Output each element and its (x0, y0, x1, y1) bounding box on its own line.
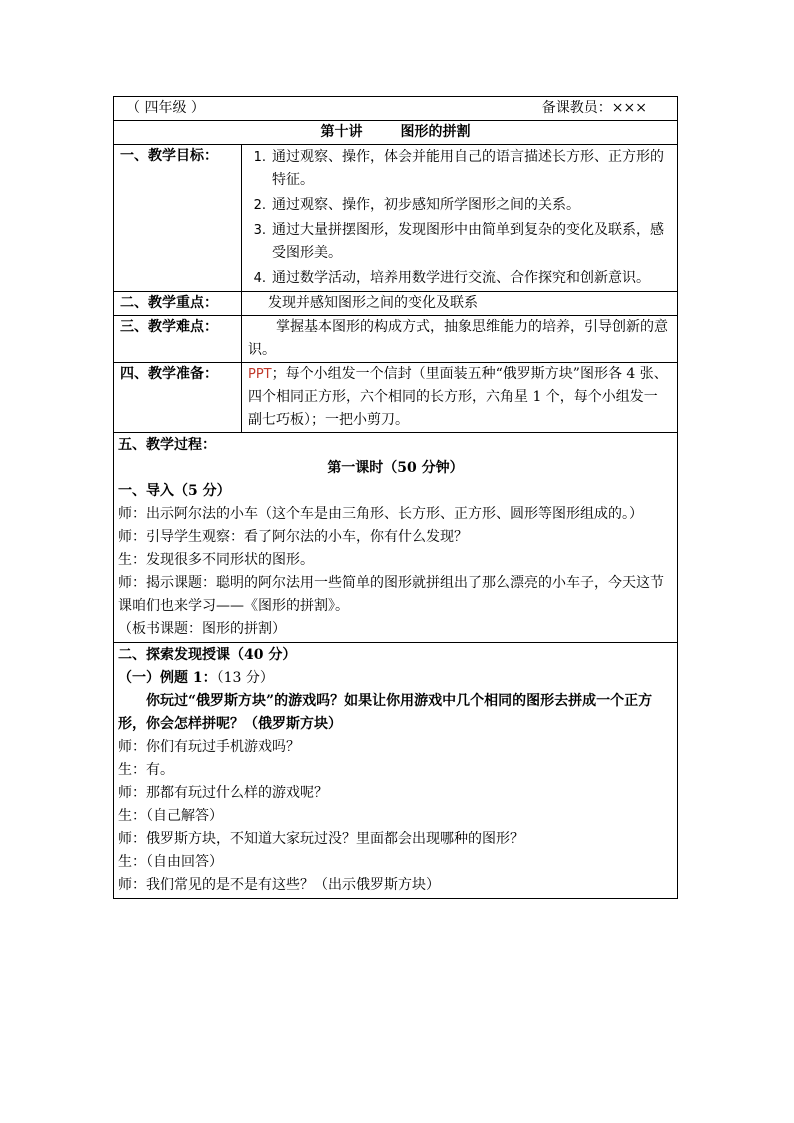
dialog-line: 师：你们有玩过手机游戏吗？ (118, 739, 300, 755)
example-label: （一）例题 1： (118, 670, 217, 686)
header-row (114, 97, 678, 121)
dialog-line: 师：那都有玩过什么样的游戏呢？ (118, 785, 328, 801)
dialog-line: 生：（自由回答） (118, 854, 223, 870)
objectives-label: 一、教学目标： (114, 145, 242, 292)
teacher-label: 备课教员：××× (541, 100, 647, 116)
preparation-row (114, 363, 678, 433)
difficulties-text: 掌握基本图形的构成方式，抽象思维能力的培养，引导创新的意识。 (242, 316, 678, 363)
process-label: 五、教学过程： (118, 437, 216, 453)
explore-row (114, 643, 678, 899)
objective-item: 1. 通过观察、操作，体会并能用自己的语言描述长方形、正方形的特征。 (253, 149, 664, 188)
intro-line: 师：引导学生观察：看了阿尔法的小车，你有什么发现？ (118, 529, 468, 545)
lesson-plan-table (113, 96, 678, 899)
lesson-plan (113, 96, 677, 899)
intro-line: （板书课题：图形的拼割） (118, 621, 286, 637)
intro-line: 师：揭示课题：聪明的阿尔法用一些简单的图形就拼组出了那么漂亮的小车子，今天这节课咱们也来学习——《图形的拼割》。 (118, 575, 664, 614)
process-section (114, 433, 678, 643)
key-points-label: 二、教学重点： (114, 292, 242, 316)
example-time: （13 分） (216, 670, 274, 686)
objectives-row (114, 145, 678, 292)
dialog-line: 师：俄罗斯方块，不知道大家玩过没？里面都会出现哪种的图形？ (118, 831, 524, 847)
ppt-label: PPT (248, 367, 272, 382)
intro-line: 生：发现很多不同形状的图形。 (118, 552, 314, 568)
preparation-label: 四、教学准备： (114, 363, 242, 433)
key-points-row (114, 292, 678, 316)
objective-item: 4. 通过数学活动，培养用数学进行交流、合作探究和创新意识。 (253, 270, 650, 286)
lecture-topic: 图形的拼割 (400, 124, 471, 140)
objectives-list (242, 145, 678, 292)
difficulties-row (114, 316, 678, 363)
difficulties-label: 三、教学难点： (114, 316, 242, 363)
dialog-line: 师：我们常见的是不是有这些？（出示俄罗斯方块） (118, 877, 440, 893)
explore-title: 二、探索发现授课（40 分） (118, 647, 297, 663)
preparation-text: PPT；每个小组发一个信封（里面装五种“俄罗斯方块”图形各 4 张、四个相同正方形，六个相同的长方形，六角星 1 个，每个小组发一副七巧板）；一把小剪刀。 (242, 363, 678, 433)
example-question: 你玩过“俄罗斯方块”的游戏吗？如果让你用游戏中几个相同的图形去拼成一个正方形，你会怎样拼呢？（俄罗斯方块） (118, 693, 653, 732)
objective-item: 3. 通过大量拼摆图形，发现图形中由简单到复杂的变化及联系，感受图形美。 (253, 222, 664, 261)
lecture-number: 第十讲 (320, 124, 363, 140)
dialog-line: 生：有。 (118, 762, 174, 778)
objective-item: 2. 通过观察、操作，初步感知所学图形之间的关系。 (253, 197, 580, 213)
dialog-line: 生：（自己解答） (118, 808, 223, 824)
lesson-period: 第一课时（50 分钟） (327, 460, 464, 476)
process-row (114, 433, 678, 643)
title-row (114, 121, 678, 145)
intro-title: 一、导入（5 分） (118, 483, 231, 499)
grade-label: （ 四年级 ） (126, 100, 205, 116)
key-points-text: 发现并感知图形之间的变化及联系 (242, 292, 678, 316)
intro-line: 师：出示阿尔法的小车（这个车是由三角形、长方形、正方形、圆形等图形组成的。） (118, 506, 643, 522)
example-heading (118, 667, 673, 690)
explore-section (114, 643, 678, 899)
